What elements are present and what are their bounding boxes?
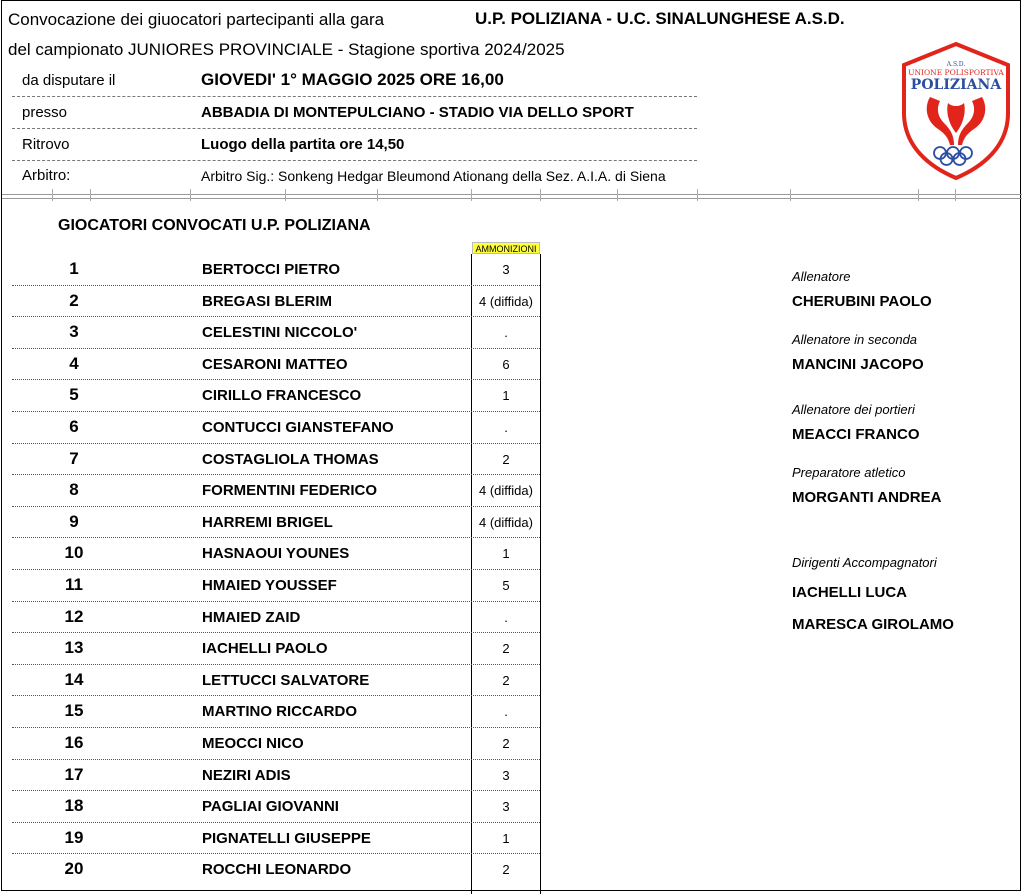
player-ammonizioni: 1 bbox=[502, 388, 510, 404]
player-row bbox=[12, 349, 540, 381]
player-number: 2 bbox=[69, 290, 79, 310]
player-number: 20 bbox=[64, 859, 84, 879]
player-name: MARTINO RICCARDO bbox=[202, 703, 357, 721]
ammonizioni-header: AMMONIZIONI bbox=[472, 242, 540, 254]
player-row bbox=[12, 412, 540, 444]
player-ammonizioni: 1 bbox=[502, 546, 510, 562]
divider-tick bbox=[52, 189, 53, 201]
player-row bbox=[12, 665, 540, 697]
player-number: 4 bbox=[69, 353, 79, 373]
staff-name: IACHELLI LUCA bbox=[792, 584, 907, 601]
player-ammonizioni: 4 (diffida) bbox=[479, 483, 533, 499]
info-row-venue bbox=[12, 97, 697, 129]
player-number: 12 bbox=[64, 606, 84, 626]
info-value: ABBADIA DI MONTEPULCIANO - STADIO VIA DELLO SPORT bbox=[201, 104, 634, 121]
player-number: 5 bbox=[69, 385, 79, 405]
player-row bbox=[12, 254, 540, 286]
info-label: Arbitro: bbox=[22, 167, 71, 184]
player-ammonizioni: 4 (diffida) bbox=[479, 514, 533, 530]
section-divider bbox=[2, 194, 1022, 199]
crest-arc-text: UNIONE POLISPORTIVA bbox=[908, 68, 1004, 77]
player-name: CONTUCCI GIANSTEFANO bbox=[202, 418, 394, 436]
club-crest-icon bbox=[900, 41, 1012, 181]
match-title: U.P. POLIZIANA - U.C. SINALUNGHESE A.S.D. bbox=[475, 9, 845, 28]
player-ammonizioni: 2 bbox=[502, 862, 510, 878]
player-row bbox=[12, 854, 540, 886]
player-ammonizioni: 2 bbox=[502, 735, 510, 751]
player-row bbox=[12, 380, 540, 412]
player-number: 14 bbox=[64, 669, 84, 689]
player-number: 10 bbox=[64, 543, 84, 563]
player-number: 3 bbox=[69, 322, 79, 342]
player-row bbox=[12, 286, 540, 318]
player-name: BREGASI BLERIM bbox=[202, 292, 333, 310]
player-ammonizioni: 4 (diffida) bbox=[479, 293, 533, 309]
document-frame bbox=[1, 0, 1021, 891]
player-number: 15 bbox=[64, 701, 84, 721]
player-number: 17 bbox=[64, 764, 84, 784]
divider-tick bbox=[790, 189, 791, 201]
player-ammonizioni: . bbox=[504, 419, 508, 435]
divider-tick bbox=[471, 189, 472, 201]
player-name: BERTOCCI PIETRO bbox=[202, 261, 341, 278]
player-row bbox=[12, 696, 540, 728]
info-value: GIOVEDI' 1° MAGGIO 2025 ORE 16,00 bbox=[201, 70, 504, 89]
staff-name: CHERUBINI PAOLO bbox=[792, 293, 932, 310]
player-row bbox=[12, 570, 540, 602]
player-name: CELESTINI NICCOLO' bbox=[202, 324, 358, 342]
player-name: ROCCHI LEONARDO bbox=[202, 861, 352, 879]
staff-role: Allenatore in seconda bbox=[792, 332, 918, 347]
staff-role: Preparatore atletico bbox=[792, 465, 906, 480]
player-number: 8 bbox=[69, 480, 79, 500]
divider-tick bbox=[190, 189, 191, 201]
info-value: Arbitro Sig.: Sonkeng Hedgar Bleumond Ationang della Sez. A.I.A. di Siena bbox=[201, 168, 666, 184]
player-row bbox=[12, 444, 540, 476]
player-row bbox=[12, 475, 540, 507]
squad-title: GIOCATORI CONVOCATI U.P. POLIZIANA bbox=[58, 217, 371, 234]
player-name: HASNAOUI YOUNES bbox=[202, 545, 350, 563]
player-ammonizioni: 3 bbox=[502, 767, 510, 783]
player-name: NEZIRI ADIS bbox=[202, 766, 291, 784]
player-name: CESARONI MATTEO bbox=[202, 355, 348, 373]
staff-name: MORGANTI ANDREA bbox=[792, 489, 942, 506]
player-ammonizioni: 5 bbox=[502, 577, 510, 593]
info-label: da disputare il bbox=[22, 72, 116, 89]
player-number: 9 bbox=[69, 511, 79, 531]
player-ammonizioni: 2 bbox=[502, 641, 510, 657]
divider-tick bbox=[90, 189, 91, 201]
header-line2: del campionato JUNIORES PROVINCIALE - Stagione sportiva 2024/2025 bbox=[8, 40, 565, 59]
player-number: 7 bbox=[69, 448, 79, 468]
staff-role: Dirigenti Accompagnatori bbox=[792, 555, 937, 570]
player-name: COSTAGLIOLA THOMAS bbox=[202, 450, 379, 468]
info-label: Ritrovo bbox=[22, 136, 70, 153]
info-row-date bbox=[12, 65, 697, 97]
player-number: 19 bbox=[64, 827, 84, 847]
player-ammonizioni: 3 bbox=[502, 799, 510, 815]
player-row bbox=[12, 507, 540, 539]
crest-top-text: A.S.D. bbox=[946, 61, 966, 68]
player-ammonizioni: 1 bbox=[502, 830, 510, 846]
player-ammonizioni: 6 bbox=[502, 356, 510, 372]
player-number: 13 bbox=[64, 638, 84, 658]
player-ammonizioni: . bbox=[504, 609, 508, 625]
divider-tick bbox=[540, 189, 541, 201]
player-row bbox=[12, 538, 540, 570]
divider-tick bbox=[697, 189, 698, 201]
player-ammonizioni: . bbox=[504, 325, 508, 341]
player-number: 18 bbox=[64, 796, 84, 816]
info-row-meeting bbox=[12, 129, 697, 161]
player-name: HARREMI BRIGEL bbox=[202, 513, 333, 531]
player-ammonizioni: . bbox=[504, 704, 508, 720]
divider-tick bbox=[617, 189, 618, 201]
player-name: IACHELLI PAOLO bbox=[202, 640, 328, 658]
info-label: presso bbox=[22, 104, 68, 121]
divider-tick bbox=[377, 189, 378, 201]
info-value: Luogo della partita ore 14,50 bbox=[201, 136, 405, 153]
player-ammonizioni: 2 bbox=[502, 672, 510, 688]
player-name: PIGNATELLI GIUSEPPE bbox=[202, 829, 371, 847]
header-line1: Convocazione dei giuocatori partecipanti alla gara bbox=[8, 10, 385, 29]
player-row bbox=[12, 633, 540, 665]
staff-role: Allenatore bbox=[792, 269, 851, 284]
player-name: HMAIED ZAID bbox=[202, 608, 301, 626]
player-name: CIRILLO FRANCESCO bbox=[202, 387, 362, 405]
crest-name-text: POLIZIANA bbox=[910, 77, 1002, 93]
player-number: 6 bbox=[69, 416, 79, 436]
player-ammonizioni: 2 bbox=[502, 451, 510, 467]
staff-name: MANCINI JACOPO bbox=[792, 356, 924, 373]
player-number: 11 bbox=[65, 574, 83, 594]
divider-tick bbox=[918, 189, 919, 201]
player-name: HMAIED YOUSSEF bbox=[202, 576, 337, 594]
player-name: MEOCCI NICO bbox=[202, 734, 304, 752]
player-row bbox=[12, 760, 540, 792]
player-name: LETTUCCI SALVATORE bbox=[202, 671, 370, 689]
info-row-referee bbox=[12, 160, 697, 191]
divider-tick bbox=[955, 189, 956, 201]
staff-name: MEACCI FRANCO bbox=[792, 426, 920, 443]
staff-name: MARESCA GIROLAMO bbox=[792, 616, 954, 633]
divider-tick bbox=[285, 189, 286, 201]
player-row bbox=[12, 602, 540, 634]
player-name: FORMENTINI FEDERICO bbox=[202, 482, 377, 500]
player-row bbox=[12, 728, 540, 760]
player-row bbox=[12, 791, 540, 823]
player-number: 16 bbox=[64, 732, 84, 752]
player-list bbox=[12, 254, 540, 886]
player-row bbox=[12, 823, 540, 855]
staff-role: Allenatore dei portieri bbox=[792, 402, 915, 417]
player-row bbox=[12, 317, 540, 349]
player-number: 1 bbox=[69, 259, 79, 278]
player-ammonizioni: 3 bbox=[502, 262, 510, 277]
player-name: PAGLIAI GIOVANNI bbox=[202, 798, 339, 816]
